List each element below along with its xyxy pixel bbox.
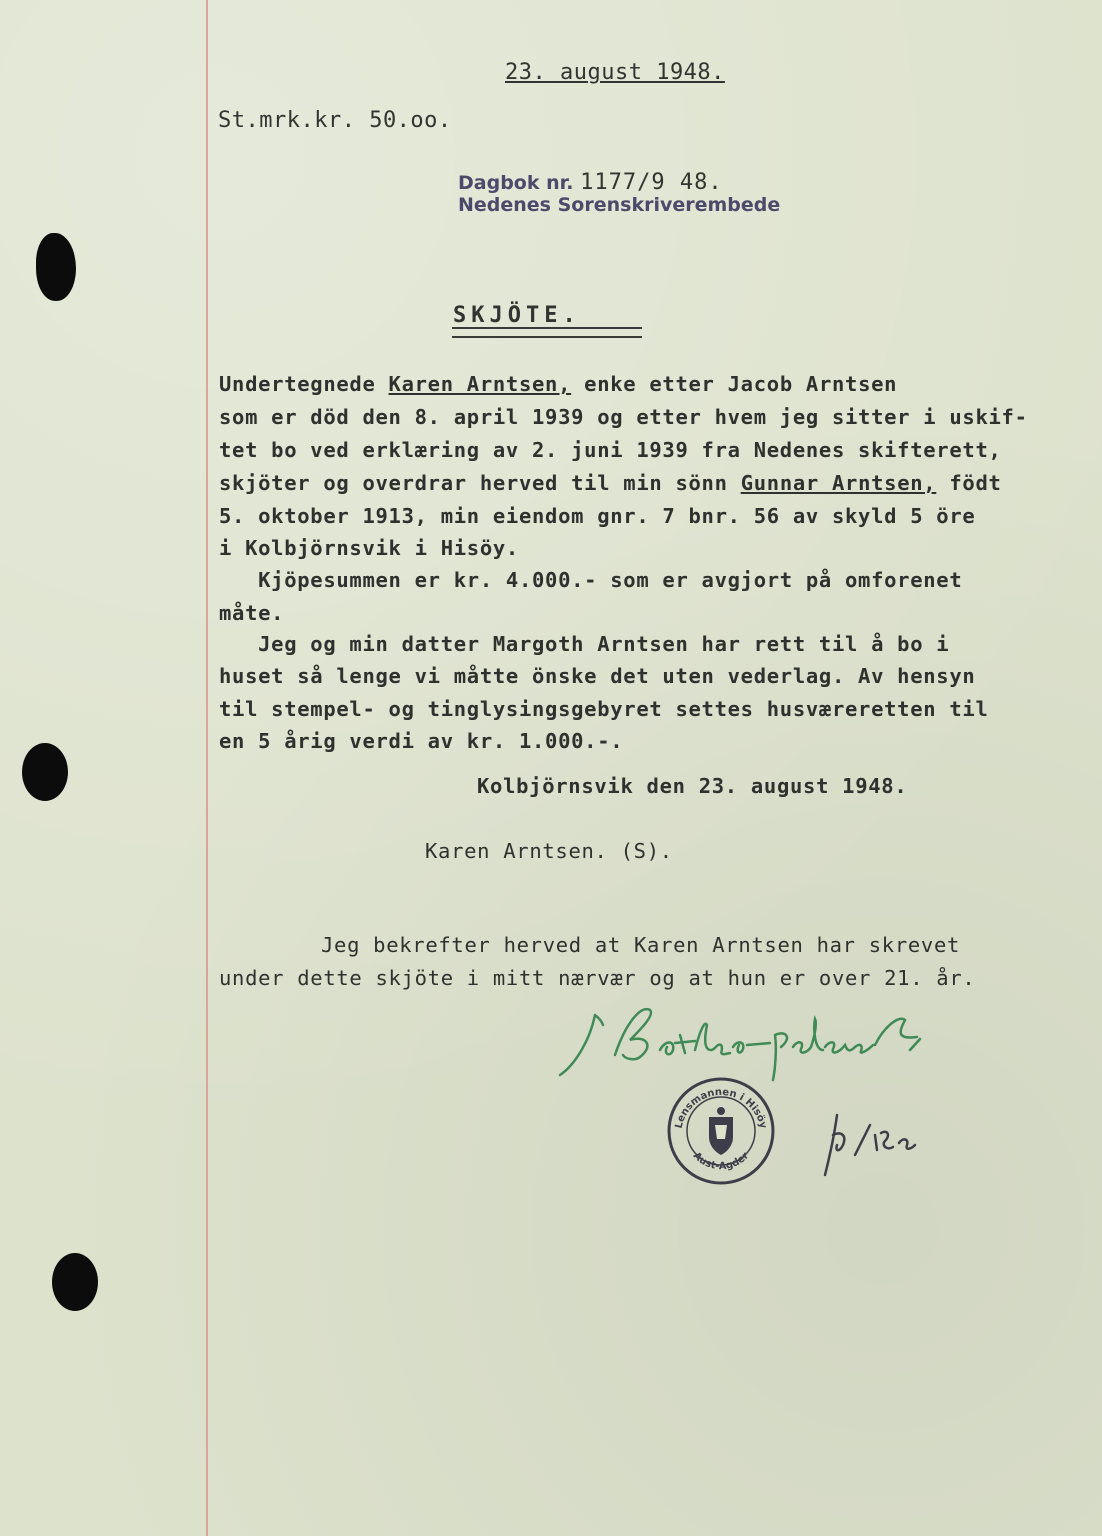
title-double-rule (452, 327, 642, 338)
clerk-initials (815, 1095, 925, 1185)
grantee-name: Gunnar Arntsen, (740, 471, 937, 495)
margin-line (206, 0, 208, 1536)
office-stamp: Nedenes Sorenskriverembede (458, 194, 781, 216)
seal-top-text: Lensmannen i Hisöy (673, 1086, 769, 1130)
body-line-5: 5. oktober 1913, min eiendom gnr. 7 bnr. 56 av skyld 5 öre (219, 504, 976, 528)
body-line-4 (219, 471, 1002, 495)
body-line-2: som er död den 8. april 1939 og etter hvem jeg sitter i uskif- (219, 405, 1028, 429)
attestation-line-2: under dette skjöte i mitt nærvær og at hun er over 21. år. (219, 966, 976, 990)
body-line-6: i Kolbjörnsvik i Hisöy. (219, 536, 519, 560)
witness-signature (555, 995, 935, 1085)
body-line-11: til stempel- og tinglysingsgebyret settes husværeretten til (219, 697, 989, 721)
body-line-12: en 5 årig verdi av kr. 1.000.-. (219, 729, 624, 753)
signed-by: Karen Arntsen. (S). (425, 839, 673, 863)
punch-hole-top (36, 233, 76, 301)
body-line-4-post: födt (936, 471, 1002, 495)
dagbok-stamp (458, 170, 723, 195)
body-line-1 (219, 372, 897, 396)
document-date: 23. august 1948. (505, 60, 725, 85)
body-line-1-post: enke etter Jacob Arntsen (571, 372, 898, 396)
body-line-7: Kjöpesummen er kr. 4.000.- som er avgjort på omforenet (219, 568, 963, 592)
body-line-10: huset så lenge vi måtte önske det uten vederlag. Av hensyn (219, 664, 976, 688)
place-and-date: Kolbjörnsvik den 23. august 1948. (477, 774, 908, 798)
punch-hole-middle (22, 743, 68, 801)
dagbok-label: Dagbok nr. (458, 172, 574, 194)
seal-bottom-text: Aust-Agder (690, 1150, 752, 1173)
body-line-3: tet bo ved erklæring av 2. juni 1939 fra Nedenes skifterett, (219, 438, 1002, 462)
body-line-4-pre: skjöter og overdrar herved til min sönn (219, 471, 741, 495)
attestation-line-1: Jeg bekrefter herved at Karen Arntsen har skrevet (321, 933, 961, 957)
body-line-1-pre: Undertegnede (219, 372, 389, 396)
document-title: SKJÖTE. (453, 303, 581, 328)
official-seal (665, 1075, 777, 1187)
stamp-duty: St.mrk.kr. 50.oo. (218, 108, 452, 133)
punch-hole-bottom (52, 1253, 98, 1311)
body-line-8: måte. (219, 601, 285, 625)
body-line-9: Jeg og min datter Margoth Arntsen har rett til å bo i (219, 632, 950, 656)
dagbok-number: 1177/9 48. (580, 170, 723, 195)
grantor-name: Karen Arntsen, (388, 372, 572, 396)
